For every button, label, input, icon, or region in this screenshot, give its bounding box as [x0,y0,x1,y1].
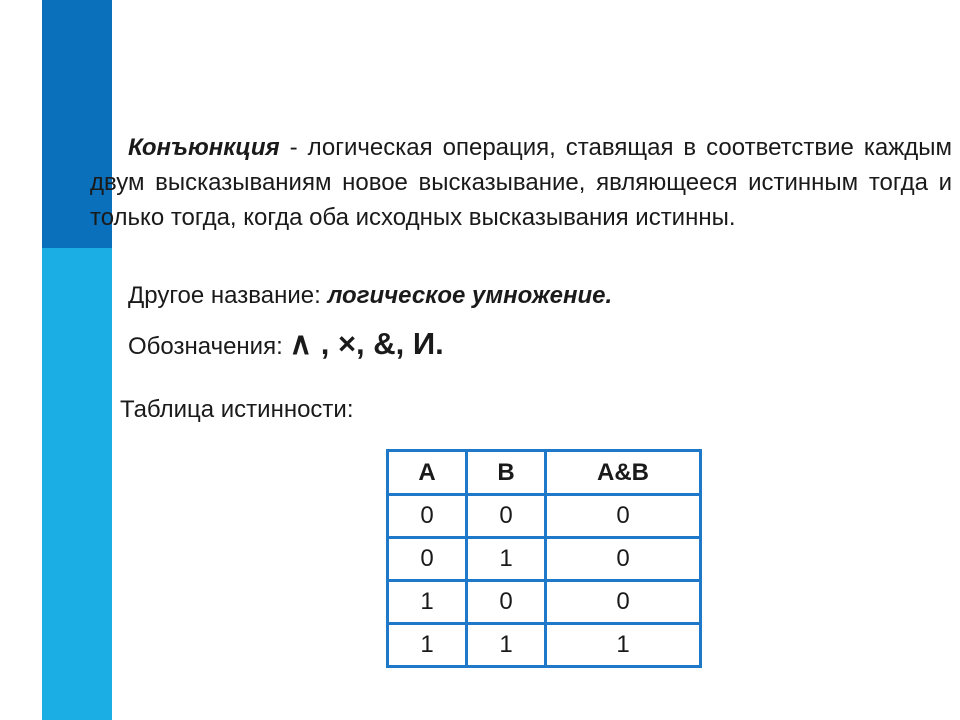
table-row [388,581,701,624]
sidebar-accent-light [42,248,112,720]
table-cell: 0 [546,495,701,538]
table-row [388,624,701,667]
table-cell: 1 [388,624,467,667]
alternative-name-label: Другое название: [128,282,328,309]
truth-table-title: Таблица истинности: [120,396,354,423]
table-cell: 1 [467,538,546,581]
notation-symbols: ∧ , ×, &, И. [289,326,444,361]
header-cell: A&B [546,451,701,495]
alternative-name-value: логическое умножение. [327,282,613,309]
header-cell: B [467,451,546,495]
table-cell: 1 [388,581,467,624]
table-cell: 0 [467,581,546,624]
table-cell: 0 [467,495,546,538]
table-cell: 0 [388,538,467,581]
table-cell: 0 [388,495,467,538]
definition-paragraph [90,130,952,235]
alternative-name [128,282,612,310]
definition-term: Конъюнкция [128,134,280,161]
table-cell: 1 [467,624,546,667]
truth-table [386,449,702,668]
notation [128,326,444,362]
table-cell: 0 [546,538,701,581]
header-cell: A [388,451,467,495]
table-row [388,538,701,581]
table-cell: 1 [546,624,701,667]
table-cell: 0 [546,581,701,624]
table-header-row [388,451,701,495]
notation-label: Обозначения: [128,333,290,360]
table-row [388,495,701,538]
definition-text: - логическая операция, ставящая в соответствие каждым двум высказываниям новое высказывание, являющееся истинным тогда и только тогда, когда оба исходных высказывания истинны. [90,134,952,231]
